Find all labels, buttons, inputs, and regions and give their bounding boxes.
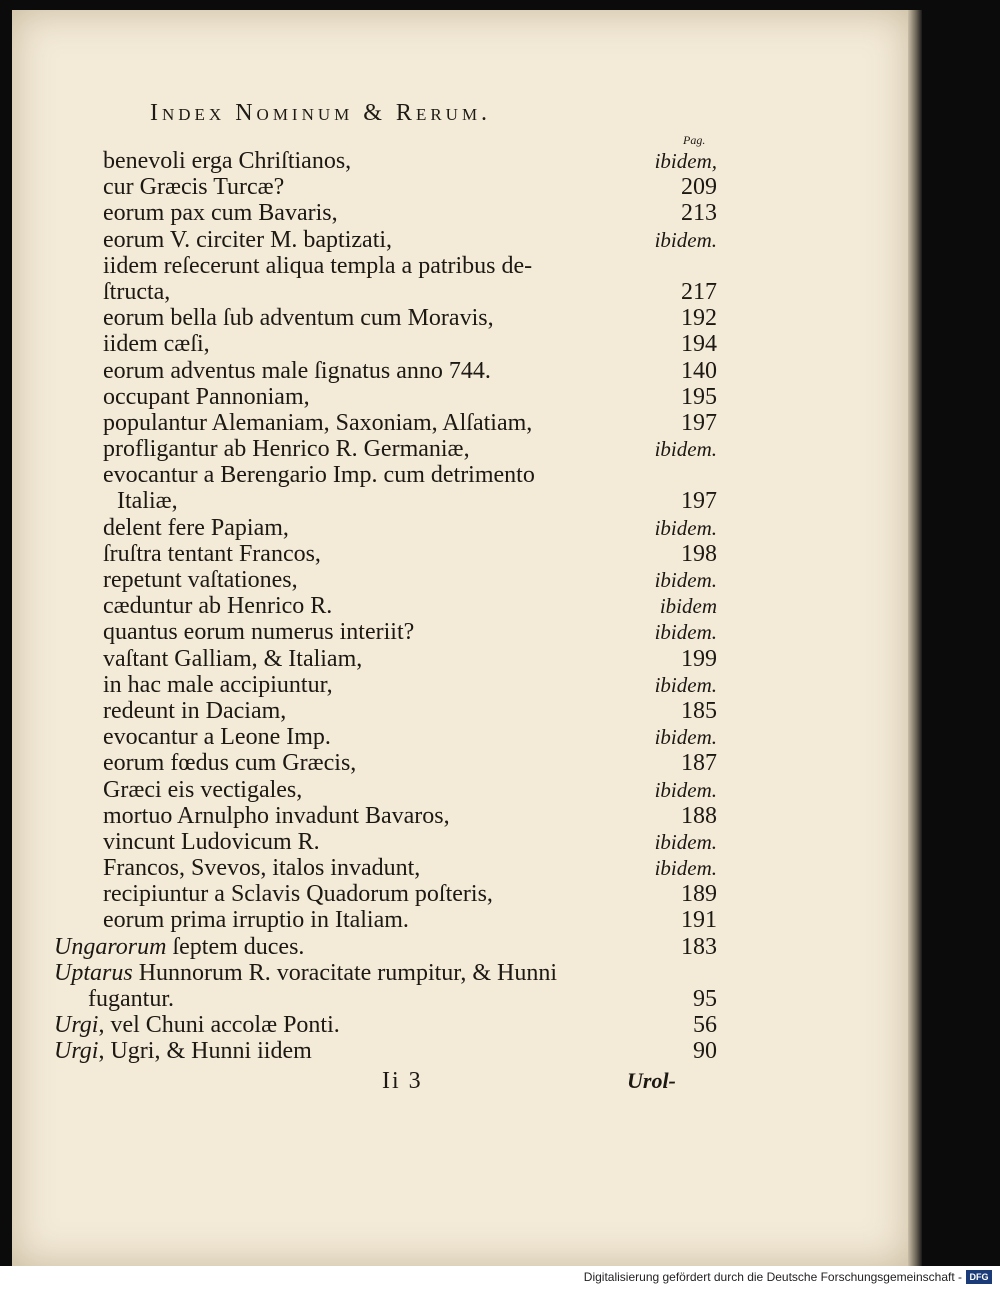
index-entry bbox=[0, 358, 900, 384]
entry-keyword: Urgi bbox=[54, 1038, 99, 1065]
entry-text bbox=[103, 410, 532, 436]
entry-text bbox=[103, 593, 332, 619]
entry-text bbox=[103, 698, 286, 724]
index-entry bbox=[0, 960, 900, 986]
entry-text bbox=[103, 331, 210, 357]
entry-text bbox=[103, 672, 333, 698]
index-entry bbox=[0, 253, 900, 279]
entry-page-ref: 209 bbox=[681, 174, 717, 201]
entry-text bbox=[117, 488, 178, 514]
entry-body: Græci eis vectigales, bbox=[103, 776, 303, 803]
entry-page-ref: 192 bbox=[681, 305, 717, 332]
index-entry bbox=[0, 515, 900, 541]
entry-text bbox=[103, 829, 320, 855]
index-entry bbox=[0, 777, 900, 803]
entry-page-ref: ibidem. bbox=[654, 672, 717, 697]
entry-text bbox=[103, 881, 493, 907]
index-entry bbox=[0, 672, 900, 698]
index-entry bbox=[0, 986, 900, 1012]
index-entries bbox=[0, 148, 900, 1065]
entry-body: , vel Chuni accolæ Ponti. bbox=[98, 1012, 340, 1039]
entry-body: redeunt in Daciam, bbox=[103, 697, 287, 724]
entry-text bbox=[103, 358, 491, 384]
index-entry bbox=[0, 698, 900, 724]
entry-page-ref: 198 bbox=[681, 540, 717, 567]
entry-text bbox=[88, 986, 174, 1012]
entry-text bbox=[54, 960, 557, 986]
entry-page-ref: 197 bbox=[681, 409, 717, 436]
entry-text bbox=[103, 855, 420, 881]
entry-text bbox=[103, 541, 321, 567]
index-entry bbox=[0, 174, 900, 200]
entry-body: in hac male accipiuntur, bbox=[103, 671, 333, 698]
entry-body: benevoli erga Chriſtianos, bbox=[103, 148, 352, 174]
entry-body: Italiæ, bbox=[117, 488, 178, 515]
entry-page-ref: 213 bbox=[681, 200, 717, 227]
index-entry bbox=[0, 436, 900, 462]
entry-body: eorum pax cum Bavaris, bbox=[103, 200, 338, 227]
entry-page-ref: ibidem. bbox=[654, 725, 717, 750]
running-header: Index Nominum & Rerum. bbox=[150, 100, 492, 126]
index-entry bbox=[0, 1038, 900, 1064]
entry-body: iidem reſecerunt aliqua templa a patribus de- bbox=[103, 252, 533, 279]
entry-text bbox=[103, 305, 494, 331]
index-entry bbox=[0, 881, 900, 907]
entry-page-ref: 183 bbox=[681, 933, 717, 960]
entry-page-ref: ibidem. bbox=[654, 620, 717, 645]
index-entry bbox=[0, 646, 900, 672]
index-entry bbox=[0, 331, 900, 357]
entry-page-ref: ibidem. bbox=[654, 829, 717, 854]
entry-text bbox=[103, 907, 409, 933]
index-entry bbox=[0, 305, 900, 331]
entry-body: occupant Pannoniam, bbox=[103, 383, 310, 410]
entry-page-ref: 199 bbox=[681, 645, 717, 672]
entry-body: cæduntur ab Henrico R. bbox=[103, 593, 333, 620]
index-entry bbox=[0, 227, 900, 253]
index-entry bbox=[0, 934, 900, 960]
entry-text bbox=[103, 279, 170, 305]
entry-page-ref: 187 bbox=[681, 750, 717, 777]
entry-text bbox=[103, 462, 535, 488]
entry-body: eorum fœdus cum Græcis, bbox=[103, 750, 357, 777]
index-entry bbox=[0, 907, 900, 933]
entry-text bbox=[103, 253, 532, 279]
entry-text bbox=[103, 174, 284, 200]
entry-page-ref: ibidem bbox=[659, 594, 717, 619]
entry-text bbox=[103, 148, 351, 174]
entry-text bbox=[103, 724, 331, 750]
entry-text bbox=[103, 515, 289, 541]
entry-body: delent fere Papiam, bbox=[103, 514, 289, 541]
entry-text bbox=[103, 384, 310, 410]
index-entry bbox=[0, 724, 900, 750]
entry-body: Francos, Svevos, italos invadunt, bbox=[103, 855, 421, 882]
entry-page-ref: 188 bbox=[681, 802, 717, 829]
index-entry bbox=[0, 803, 900, 829]
entry-body: quantus eorum numerus interiit? bbox=[103, 619, 415, 646]
dfg-logo: DFG bbox=[966, 1270, 992, 1284]
index-entry bbox=[0, 619, 900, 645]
entry-body: ſeptem duces. bbox=[166, 933, 305, 960]
page-edge bbox=[908, 10, 922, 1266]
entry-text bbox=[54, 1012, 340, 1038]
entry-page-ref: ibidem. bbox=[654, 777, 717, 802]
dfg-footer-bar bbox=[0, 1266, 1000, 1289]
entry-body: Hunnorum R. voracitate rumpitur, & Hunni bbox=[132, 959, 557, 986]
index-entry bbox=[0, 279, 900, 305]
entry-page-ref: ibidem. bbox=[654, 515, 717, 540]
entry-body: ſruſtra tentant Francos, bbox=[103, 540, 321, 567]
entry-page-ref: 56 bbox=[693, 1012, 717, 1039]
index-entry bbox=[0, 200, 900, 226]
entry-text bbox=[103, 646, 362, 672]
entry-text bbox=[103, 227, 392, 253]
entry-body: evocantur a Berengario Imp. cum detrimento bbox=[103, 462, 535, 489]
entry-page-ref: 185 bbox=[681, 697, 717, 724]
index-entry bbox=[0, 148, 900, 174]
entry-body: vaſtant Galliam, & Italiam, bbox=[103, 645, 363, 672]
entry-body: , Ugri, & Hunni iidem bbox=[98, 1038, 312, 1065]
entry-page-ref: 197 bbox=[681, 488, 717, 515]
entry-page-ref: ibidem. bbox=[654, 437, 717, 462]
entry-body: iidem cæſi, bbox=[103, 331, 210, 358]
entry-page-ref: 191 bbox=[681, 907, 717, 934]
entry-body: eorum adventus male ſignatus anno 744. bbox=[103, 357, 491, 384]
index-entry bbox=[0, 829, 900, 855]
index-entry bbox=[0, 855, 900, 881]
entry-keyword: Urgi bbox=[54, 1012, 99, 1039]
signature-mark: Ii 3 bbox=[382, 1068, 423, 1094]
entry-body: recipiuntur a Sclavis Quadorum poſteris, bbox=[103, 881, 493, 908]
entry-page-ref: 189 bbox=[681, 881, 717, 908]
entry-body: eorum bella ſub adventum cum Moravis, bbox=[103, 305, 494, 332]
entry-body: eorum V. circiter M. baptizati, bbox=[103, 226, 393, 253]
entry-text bbox=[103, 200, 338, 226]
entry-body: populantur Alemaniam, Saxoniam, Alſatiam, bbox=[103, 409, 533, 436]
index-entry bbox=[0, 567, 900, 593]
entry-page-ref: 217 bbox=[681, 278, 717, 305]
entry-page-ref: 90 bbox=[693, 1038, 717, 1065]
entry-text bbox=[103, 803, 450, 829]
entry-text bbox=[54, 934, 304, 960]
catchword: Urol- bbox=[627, 1068, 676, 1093]
pag-label: Pag. bbox=[683, 133, 706, 147]
entry-body: repetunt vaſtationes, bbox=[103, 567, 298, 593]
index-entry bbox=[0, 1012, 900, 1038]
index-entry bbox=[0, 410, 900, 436]
index-entry bbox=[0, 384, 900, 410]
index-entry bbox=[0, 488, 900, 514]
entry-page-ref: 140 bbox=[681, 357, 717, 384]
index-entry bbox=[0, 462, 900, 488]
entry-page-ref: 194 bbox=[681, 331, 717, 358]
entry-page-ref: ibidem. bbox=[654, 227, 717, 252]
entry-body: evocantur a Leone Imp. bbox=[103, 724, 331, 751]
entry-page-ref: ibidem. bbox=[654, 568, 717, 592]
entry-body: mortuo Arnulpho invadunt Bavaros, bbox=[103, 802, 450, 829]
entry-body: vincunt Ludovicum R. bbox=[103, 828, 320, 855]
entry-text bbox=[103, 436, 470, 462]
dfg-credit-text: Digitalisierung gefördert durch die Deutsche Forschungsgemeinschaft - bbox=[583, 1270, 962, 1284]
entry-body: fugantur. bbox=[88, 986, 174, 1012]
entry-body: ſtructa, bbox=[103, 278, 171, 305]
entry-text bbox=[103, 567, 298, 593]
entry-text bbox=[54, 1038, 312, 1064]
entry-text bbox=[103, 750, 356, 776]
entry-keyword: Ungarorum bbox=[54, 933, 167, 960]
entry-keyword: Uptarus bbox=[54, 959, 133, 986]
index-entry bbox=[0, 541, 900, 567]
index-entry bbox=[0, 750, 900, 776]
entry-page-ref: ibidem. bbox=[654, 856, 717, 881]
entry-body: eorum prima irruptio in Italiam. bbox=[103, 907, 409, 934]
entry-page-ref: 195 bbox=[681, 383, 717, 410]
entry-page-ref: 95 bbox=[693, 986, 717, 1012]
entry-text bbox=[103, 777, 302, 803]
entry-body: profligantur ab Henrico R. Germaniæ, bbox=[103, 436, 470, 463]
index-entry bbox=[0, 593, 900, 619]
entry-body: cur Græcis Turcæ? bbox=[103, 174, 285, 201]
entry-page-ref: ibidem, bbox=[654, 149, 717, 173]
entry-text bbox=[103, 619, 414, 645]
